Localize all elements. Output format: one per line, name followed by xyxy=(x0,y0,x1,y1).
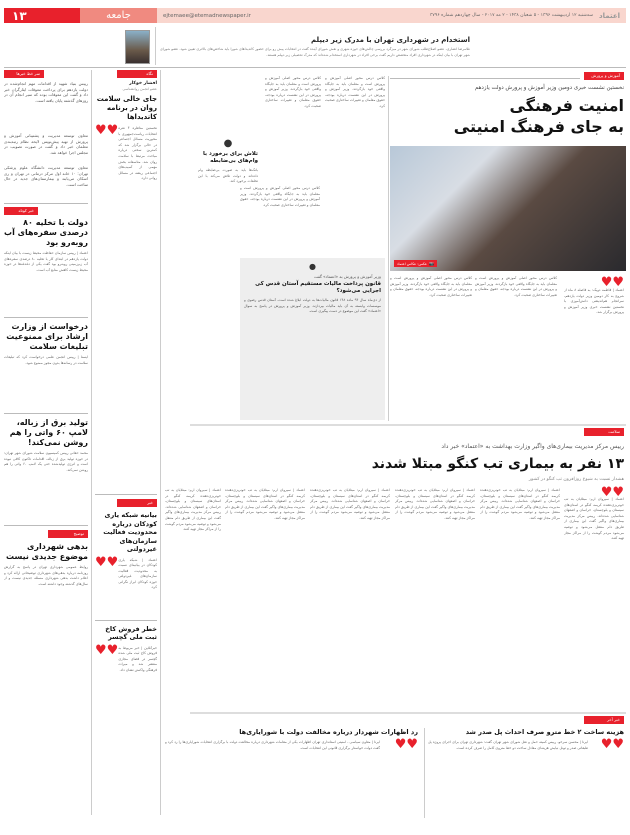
news-item: معاون توسعه مدیریت دانشگاه علوم پزشکی تهران: ۱۰ خانه اول مرکز درمانی در تهران و ری اسکان می‌یابند و بیمارستان‌های جدید در حال ساخت است. xyxy=(4,165,88,187)
main-story-column: کلاس درس محور اصلی آموزش و پرورش است و معلمان باید به جایگاه واقعی خود بازگردند. وزیر آموزش و پرورش در این نشست درباره بودجه، حقوق معلمان و تغییرات ساختاری صحبت کرد. xyxy=(390,276,472,297)
health-column: اعتماد | سیروان ارم: مبتلایان به تب خونریزی‌دهنده کریمه کنگو در استان‌های سیستان و بلوچستان، خراسان و اصفهان شناسایی شده‌اند. رییس مرکز مدیریت بیماری‌های واگیر گفت این بیماری از طریق دام منتقل می‌شود و توصیه می‌شود مردم گوشت را از مراکز مجاز تهیه کنند. xyxy=(480,488,560,520)
story-body: اعتماد | شبکه یاری کودکان در بیانیه‌ای نسبت به محدودیت فعالیت سازمان‌های غیردولتی حوزه کودکان ابراز نگرانی کرد. xyxy=(118,557,157,590)
bottom-story2-body: ایرنا | معاون سیاسی - امنیتی استانداری تهران اظهارات یکی از مقامات شهرداری درباره مخالفت دولت با برگزاری انتخابات شورایاری‌ها را رد کرد و گفت دولت خواستار برگزاری قانونی این انتخابات است. xyxy=(165,740,380,750)
column-divider xyxy=(91,70,92,815)
section-name: جامعه xyxy=(80,8,157,23)
health-subhead: هشدار نسبت به شیوع روزافزون تب کنگو در کشور xyxy=(528,477,624,482)
story-body: خبرآنلاین | خبر مربوط به فروش کاخ ثبت ملی شده گچسر در فضای مجازی منتشر شد و میراث فرهنگی واکنش نشان داد. xyxy=(118,645,157,672)
divider xyxy=(390,78,580,79)
health-tag: سلامت xyxy=(584,428,624,436)
main-story-lead: اعتماد | فاطمه دویک: به فاصله ۸ ماه از شروع به کار دومین وزیر دولت یازدهم، سرانجام هم‌اندیشی دانش‌آموزی با نخستین نشست خبری وزیر آموزش و پرورش برگزار شد. xyxy=(564,288,624,315)
note-tag: نگاه xyxy=(117,70,157,78)
health-column: اعتماد | سیروان ارم: مبتلایان به تب خونریزی‌دهنده کریمه کنگو در استان‌های سیستان و بلوچستان، خراسان و اصفهان شناسایی شده‌اند. رییس مرکز مدیریت بیماری‌های واگیر گفت این بیماری از طریق دام منتقل می‌شود و توصیه می‌شود مردم گوشت را از مراکز مجاز تهیه کنند. xyxy=(310,488,390,520)
main-headline-line1: امنیت فرهنگی xyxy=(509,96,624,115)
sidebar-news-tag: سر خط خبرها xyxy=(4,70,44,78)
story-headline: خطر فروش کاخ ثبت ملی گچسر xyxy=(105,624,157,641)
divider xyxy=(95,494,157,495)
column-divider xyxy=(424,728,425,818)
callout-icon: ● xyxy=(223,138,233,149)
dateline: سه‌شنبه ۱۲ اردیبهشت ۱۳۹۶ - ۵ شعبان ۱۴۳۸ - ۲ مه ۲۰۱۷ - سال چهاردهم شماره ۳۷۹۶ xyxy=(429,13,594,18)
health-column: اعتماد | سیروان ارم: مبتلایان به تب خونریزی‌دهنده کریمه کنگو در استان‌های سیستان و بلوچستان، خراسان و اصفهان شناسایی شده‌اند. رییس مرکز مدیریت بیماری‌های واگیر گفت این بیماری از طریق دام منتقل می‌شود و توصیه می‌شود مردم گوشت را از مراکز مجاز تهیه کنند. xyxy=(225,488,305,520)
teaser-headline: استخدام در شهرداری تهران با مدرک زیر دیپلم xyxy=(311,36,470,44)
column-divider xyxy=(388,76,389,421)
divider xyxy=(95,620,157,621)
hearts-icon: ♥♥ xyxy=(600,275,624,290)
story-headline: دولت با تخلیه ۸۰ درصدی سفره‌های آب روبه‌رو بود xyxy=(4,218,88,247)
camera-icon: 📷 xyxy=(429,261,434,266)
story-headline: بدهی شهرداری موضوع جدیدی نیست xyxy=(6,542,88,561)
news-tag: خبر xyxy=(117,499,157,507)
health-column: اعتماد | سیروان ارم: مبتلایان به تب خونریزی‌دهنده کریمه کنگو در استان‌های سیستان و بلوچستان، خراسان و اصفهان شناسایی شده‌اند. رییس مرکز مدیریت بیماری‌های واگیر گفت این بیماری از طریق دام منتقل می‌شود و توصیه می‌شود مردم گوشت را از مراکز مجاز تهیه کنند. xyxy=(395,488,475,520)
main-story-kicker: نخستین نشست خبری دومین وزیر آموزش و پرورش دولت یازدهم xyxy=(474,85,624,91)
story-body: ایسنا | رییس انجمن علمی درخواست کرد که تبلیغات سلامت در رسانه‌ها بدون مجوز ممنوع شود. xyxy=(4,355,88,365)
page-number: ۱۳ xyxy=(4,8,80,23)
main-story-column: کلاس درس محور اصلی آموزش و پرورش است و معلمان باید به جایگاه واقعی خود بازگردند. وزیر آموزش و پرورش در این نشست درباره بودجه، حقوق معلمان و تغییرات ساختاری صحبت کرد. xyxy=(240,186,320,207)
divider xyxy=(4,525,88,526)
latest-news-tag: خبر آخر xyxy=(584,716,624,724)
box-body: از دی‌ماه سال ۹۴ ماده ۱۴۸ قانون مالیات‌ها به دولت ابلاغ شده است. آستان قدس رضوی و موسسات وابسته به آن باید مالیات بپردازند. وزیر آموزش و پرورش در پاسخ به سوال «اعتماد» گفت این موضوع در دست پیگیری است. xyxy=(244,298,381,314)
note-column xyxy=(95,70,157,815)
newspaper-logo: اعتماد xyxy=(599,11,620,20)
email-link[interactable]: ejtemaee@etemadnewspaper.ir xyxy=(163,12,251,19)
hearts-icon: ♥♥ xyxy=(95,123,119,138)
story-body: روابط عمومی شهرداری تهران در پاسخ به گزارش روزنامه درباره بدهی‌های شهرداری توضیحاتی ارائه کرد و اعلام داشت بدهی شهرداری مسئله جدیدی نیست و از سال‌های گذشته وجود داشته است. xyxy=(4,565,88,586)
author-role: عضو انجمن روانشناسی xyxy=(122,87,157,91)
box-headline: قانون پرداخت مالیات مستقیم آستان قدس کی اجرایی می‌شود؟ xyxy=(255,281,381,294)
short-news-tag: خبر کوتاه xyxy=(4,207,38,215)
hearts-icon: ♥♥ xyxy=(95,642,119,658)
bottom-story1-body: ایرنا | محسن سرخو، رییس کمیته حمل و نقل شورای شهر تهران گفت: شهرداری تهران برای اجرای پروژه پل طبقاتی صدر و تونل نیایش هزینه‌ای معادل ساخت دو خط متروی کامل را صرف کرده است. xyxy=(428,740,588,750)
teaser-author-photo xyxy=(125,30,150,64)
divider xyxy=(4,203,88,204)
teaser-body: غلامرضا انصاری، عضو اصلاح‌طلب شورای شهر در میزگرد بررسی چالش‌های حوزه شهری و نقش شورای آینده گفت در انتخابات پیش رو برای حضور کاندیداهای شورا باید شاخص‌های بالاتری تعیین شود. عضو شورای شهر تهران با بیان اینکه در شهرداری افراد متخصص داریم گفت برخی افراد در شهرداری استخدام شده‌اند که مدرک تحصیلی زیر دیپلم هستند. xyxy=(160,47,470,57)
header-bar xyxy=(157,8,626,23)
health-headline: ۱۳ نفر به بیماری تب کنگو مبتلا شدند xyxy=(371,456,624,472)
health-body: اعتماد | سیروان ارم: مبتلایان به تب خونریزی‌دهنده کریمه کنگو در استان‌های سیستان و بلوچستان، خراسان و اصفهان شناسایی شده‌اند. رییس مرکز مدیریت بیماری‌های واگیر گفت این بیماری از طریق دام منتقل می‌شود و توصیه می‌شود مردم گوشت را از مراکز مجاز تهیه کنند. xyxy=(564,497,624,541)
section-divider xyxy=(190,712,626,714)
main-headline-line2: به جای فرهنگ امنیتی xyxy=(453,117,624,136)
bottom-story2-headline: رد اظهارات شهردار درباره مخالفت دولت با شورایاری‌ها xyxy=(239,728,418,736)
divider xyxy=(4,317,88,318)
sidebar-news xyxy=(4,70,88,815)
hearts-icon: ♥♥ xyxy=(394,737,418,752)
health-column: اعتماد | سیروان ارم: مبتلایان به تب خونریزی‌دهنده کریمه کنگو در استان‌های سیستان و بلوچستان، خراسان و اصفهان شناسایی شده‌اند. رییس مرکز مدیریت بیماری‌های واگیر گفت این بیماری از طریق دام منتقل می‌شود و توصیه می‌شود مردم گوشت را از مراکز مجاز تهیه کنند. xyxy=(165,488,221,532)
interview-box xyxy=(240,258,385,420)
note-headline: جای خالی سلامت روان در برنامه کاندیداها xyxy=(96,95,157,121)
section-divider xyxy=(190,424,626,426)
callout-headline: تلاش برای برخورد با وام‌های بی‌ضابطه xyxy=(202,151,258,164)
main-story-column: کلاس درس محور اصلی آموزش و پرورش است و معلمان باید به جایگاه واقعی خود بازگردند. وزیر آموزش و پرورش در این نشست درباره بودجه، حقوق معلمان و تغییرات ساختاری صحبت کرد. xyxy=(265,76,321,108)
divider xyxy=(4,413,88,414)
column-divider xyxy=(160,70,161,815)
main-story-column: کلاس درس محور اصلی آموزش و پرورش است و معلمان باید به جایگاه واقعی خود بازگردند. وزیر آموزش و پرورش در این نشست درباره بودجه، حقوق معلمان و تغییرات ساختاری صحبت کرد. xyxy=(325,76,385,108)
story-headline: درخواست از وزارت ارشاد برای ممنوعیت تبلیغات سلامت xyxy=(6,322,88,351)
box-kicker: وزیر آموزش و پرورش به «اعتماد» گفت xyxy=(314,274,381,279)
health-kicker: رییس مرکز مدیریت بیماری‌های واگیر وزارت بهداشت به «اعتماد» خبر داد xyxy=(441,443,624,450)
news-item: معاون توسعه مدیریت و پشتیبانی آموزش و پرورش از تهیه پیش‌نویس لایحه نظام رتبه‌بندی معلمان خبر داد و گفت در صورت تصویب در مجلس اجرا خواهد شد. xyxy=(4,133,88,155)
main-story-photo xyxy=(390,146,626,271)
divider-icon: ● xyxy=(309,262,316,271)
header-divider xyxy=(4,67,626,68)
photo-caption-text: عکس: عکاس اعتماد xyxy=(397,261,428,266)
author-name: افشار خوکار xyxy=(129,81,157,86)
hearts-icon: ♥♥ xyxy=(600,485,624,500)
story-headline: تولید برق از زباله، لامپ ۶۰ واتی را هم روشن نمی‌کند! xyxy=(9,418,88,447)
clarification-tag: توضیح xyxy=(48,530,88,538)
education-tag: آموزش و پرورش xyxy=(584,72,624,80)
column-divider xyxy=(155,27,156,65)
bottom-story1-headline: هزینه ساخت ۲ خط مترو صرف احداث پل صدر شد xyxy=(465,728,624,736)
story-body: اعتماد | رییس سازمان حفاظت محیط زیست با بیان اینکه دولت یازدهم در ابتدای کار با تخلیه ۸۰ درصدی سفره‌های آب زیرزمینی روبه‌رو بود گفت یکی از دغدغه‌ها در حوزه محیط زیست کاهش منابع آب است. xyxy=(4,251,88,272)
main-story-column: کلاس درس محور اصلی آموزش و پرورش است و معلمان باید به جایگاه واقعی خود بازگردند. وزیر آموزش و پرورش در این نشست درباره بودجه، حقوق معلمان و تغییرات ساختاری صحبت کرد. xyxy=(475,276,557,297)
hearts-icon: ♥♥ xyxy=(95,554,119,570)
story-headline: بیانیه شبکه یاری کودکان درباره محدودیت فعالیت سازمان‌های غیردولتی xyxy=(103,511,157,553)
note-body: نخستین مناظره ۴ نفره انتخابات ریاست‌جمهوری با محوریت مسائل اجتماعی در حالی برگزار شد که کمترین سخنی درباره مباحث مرتبط با سلامت روان شد. متاسفانه بخش مهمی از آسیب‌های اجتماعی ریشه در مسائل روانی دارد. xyxy=(118,126,157,181)
page-header xyxy=(4,8,626,23)
photo-caption xyxy=(394,260,437,267)
callout-body: بانک‌ها باید به صورت بی‌ضابطه وام داده‌اند و دولت تلاش می‌کند با این تخلفات برخورد کند. xyxy=(198,168,258,184)
news-item: رییس بنیاد شهید از اقدامات مهم انجام‌شده در دولت یازدهم برای پرداخت معوقات ایثارگران خبر داد و گفت این معوقات بوده که سیر انجام آن در روزهای گذشته پایان یافته است. xyxy=(4,81,88,103)
hearts-icon: ♥♥ xyxy=(600,737,624,752)
story-body: محمد حقانی رییس کمیسیون سلامت شورای شهر تهران: در حوزه تولید برق از زباله، اقدامات تاکنون کافی نبوده است و انرژی تولیدشده حتی یک لامپ ۶۰ واتی را هم روشن نمی‌کند. xyxy=(4,451,88,472)
